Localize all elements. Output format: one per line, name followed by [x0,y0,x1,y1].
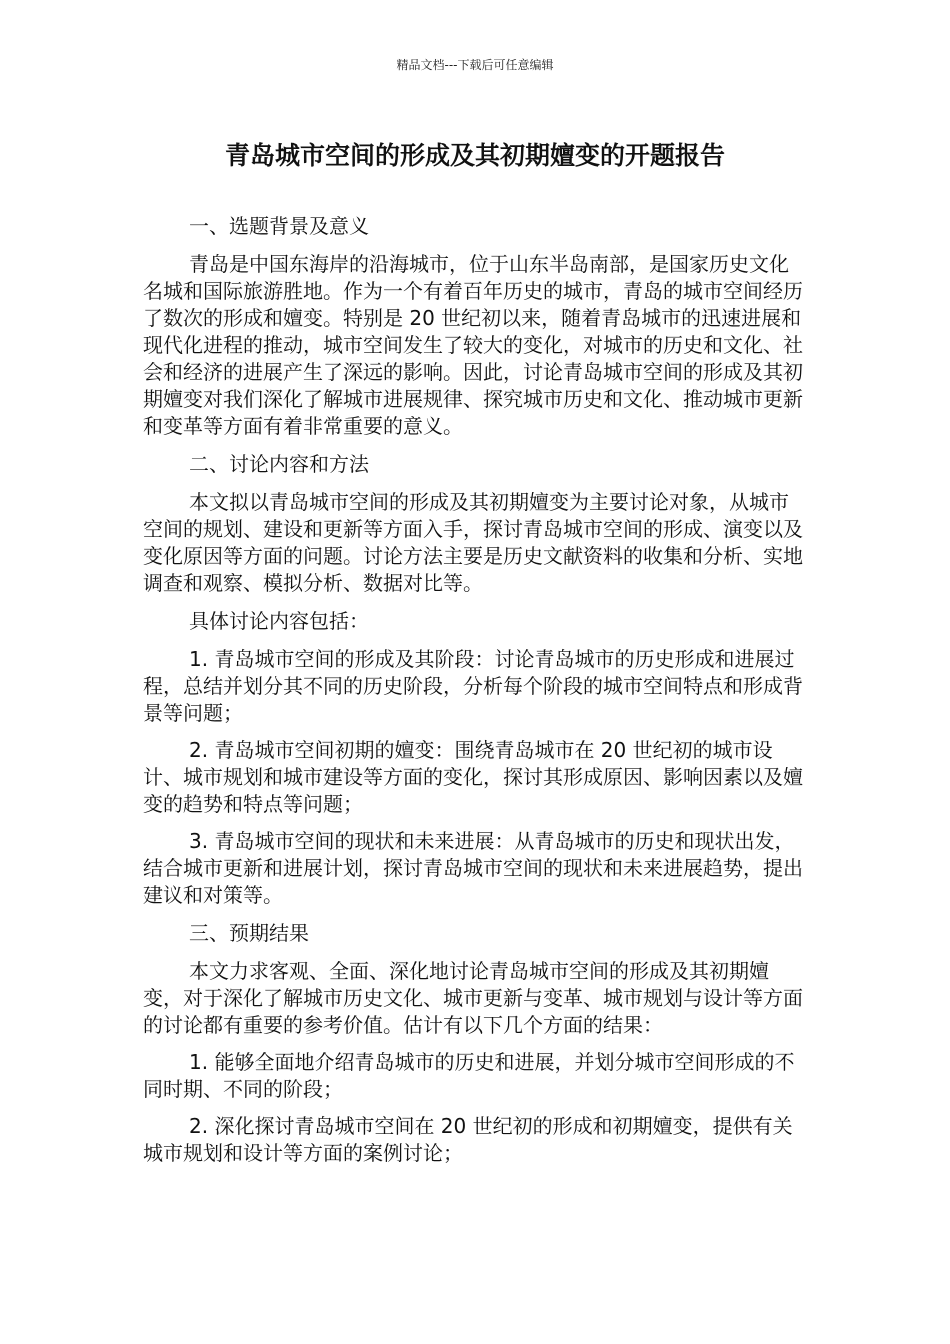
result-item-2: 2. 深化探讨青岛城市空间在 20 世纪初的形成和初期嬗变，提供有关城市规划和设计等方面的案例讨论； [143,1114,793,1165]
research-item-2: 2. 青岛城市空间初期的嬗变：围绕青岛城市在 20 世纪初的城市设计、城市规划和城市建设等方面的变化，探讨其形成原因、影响因素以及嬗变的趋势和特点等问题； [143,738,803,816]
section-heading-results: 三、预期结果 [189,921,309,945]
paragraph-background: 青岛是中国东海岸的沿海城市，位于山东半岛南部，是国家历史文化名城和国际旅游胜地。作为一个有着百年历史的城市，青岛的城市空间经历了数次的形成和嬗变。特别是 20 世纪初以来，随着青岛城市的迅速进展和现代化进程的推动，城市空间发生了较大的变化，对城市的历史和文化、社会和经济的进展产生了深远的影响。因此，讨论青岛城市空间的形成及其初期嬗变对我们深化了解城市进展规律、探究城市历史和文化、推动城市更新和变革等方面有着非常重要的意义。 [143,252,803,438]
document-title: 青岛城市空间的形成及其初期嬗变的开题报告 [224,141,725,170]
document-body [143,212,807,1177]
result-item-1: 1. 能够全面地介绍青岛城市的历史和进展，并划分城市空间形成的不同时期、不同的阶段； [143,1050,795,1101]
paragraph-methods: 本文拟以青岛城市空间的形成及其初期嬗变为主要讨论对象，从城市空间的规划、建设和更新等方面入手，探讨青岛城市空间的形成、演变以及变化原因等方面的问题。讨论方法主要是历史文献资料的收集和分析、实地调查和观察、模拟分析、数据对比等。 [143,490,803,595]
section-heading-background: 一、选题背景及意义 [189,214,369,238]
research-item-3: 3. 青岛城市空间的现状和未来进展：从青岛城市的历史和现状出发，结合城市更新和进展计划，探讨青岛城市空间的现状和未来进展趋势，提出建议和对策等。 [143,829,803,907]
paragraph-results: 本文力求客观、全面、深化地讨论青岛城市空间的形成及其初期嬗变，对于深化了解城市历史文化、城市更新与变革、城市规划与设计等方面的讨论都有重要的参考价值。估计有以下几个方面的结果： [143,959,803,1037]
page-header-note: 精品文档---下载后可任意编辑 [396,58,554,72]
section-heading-methods: 二、讨论内容和方法 [189,452,369,476]
research-item-1: 1. 青岛城市空间的形成及其阶段：讨论青岛城市的历史形成和进展过程，总结并划分其不同的历史阶段，分析每个阶段的城市空间特点和形成背景等问题； [143,647,803,725]
content-intro-line: 具体讨论内容包括： [189,609,369,633]
